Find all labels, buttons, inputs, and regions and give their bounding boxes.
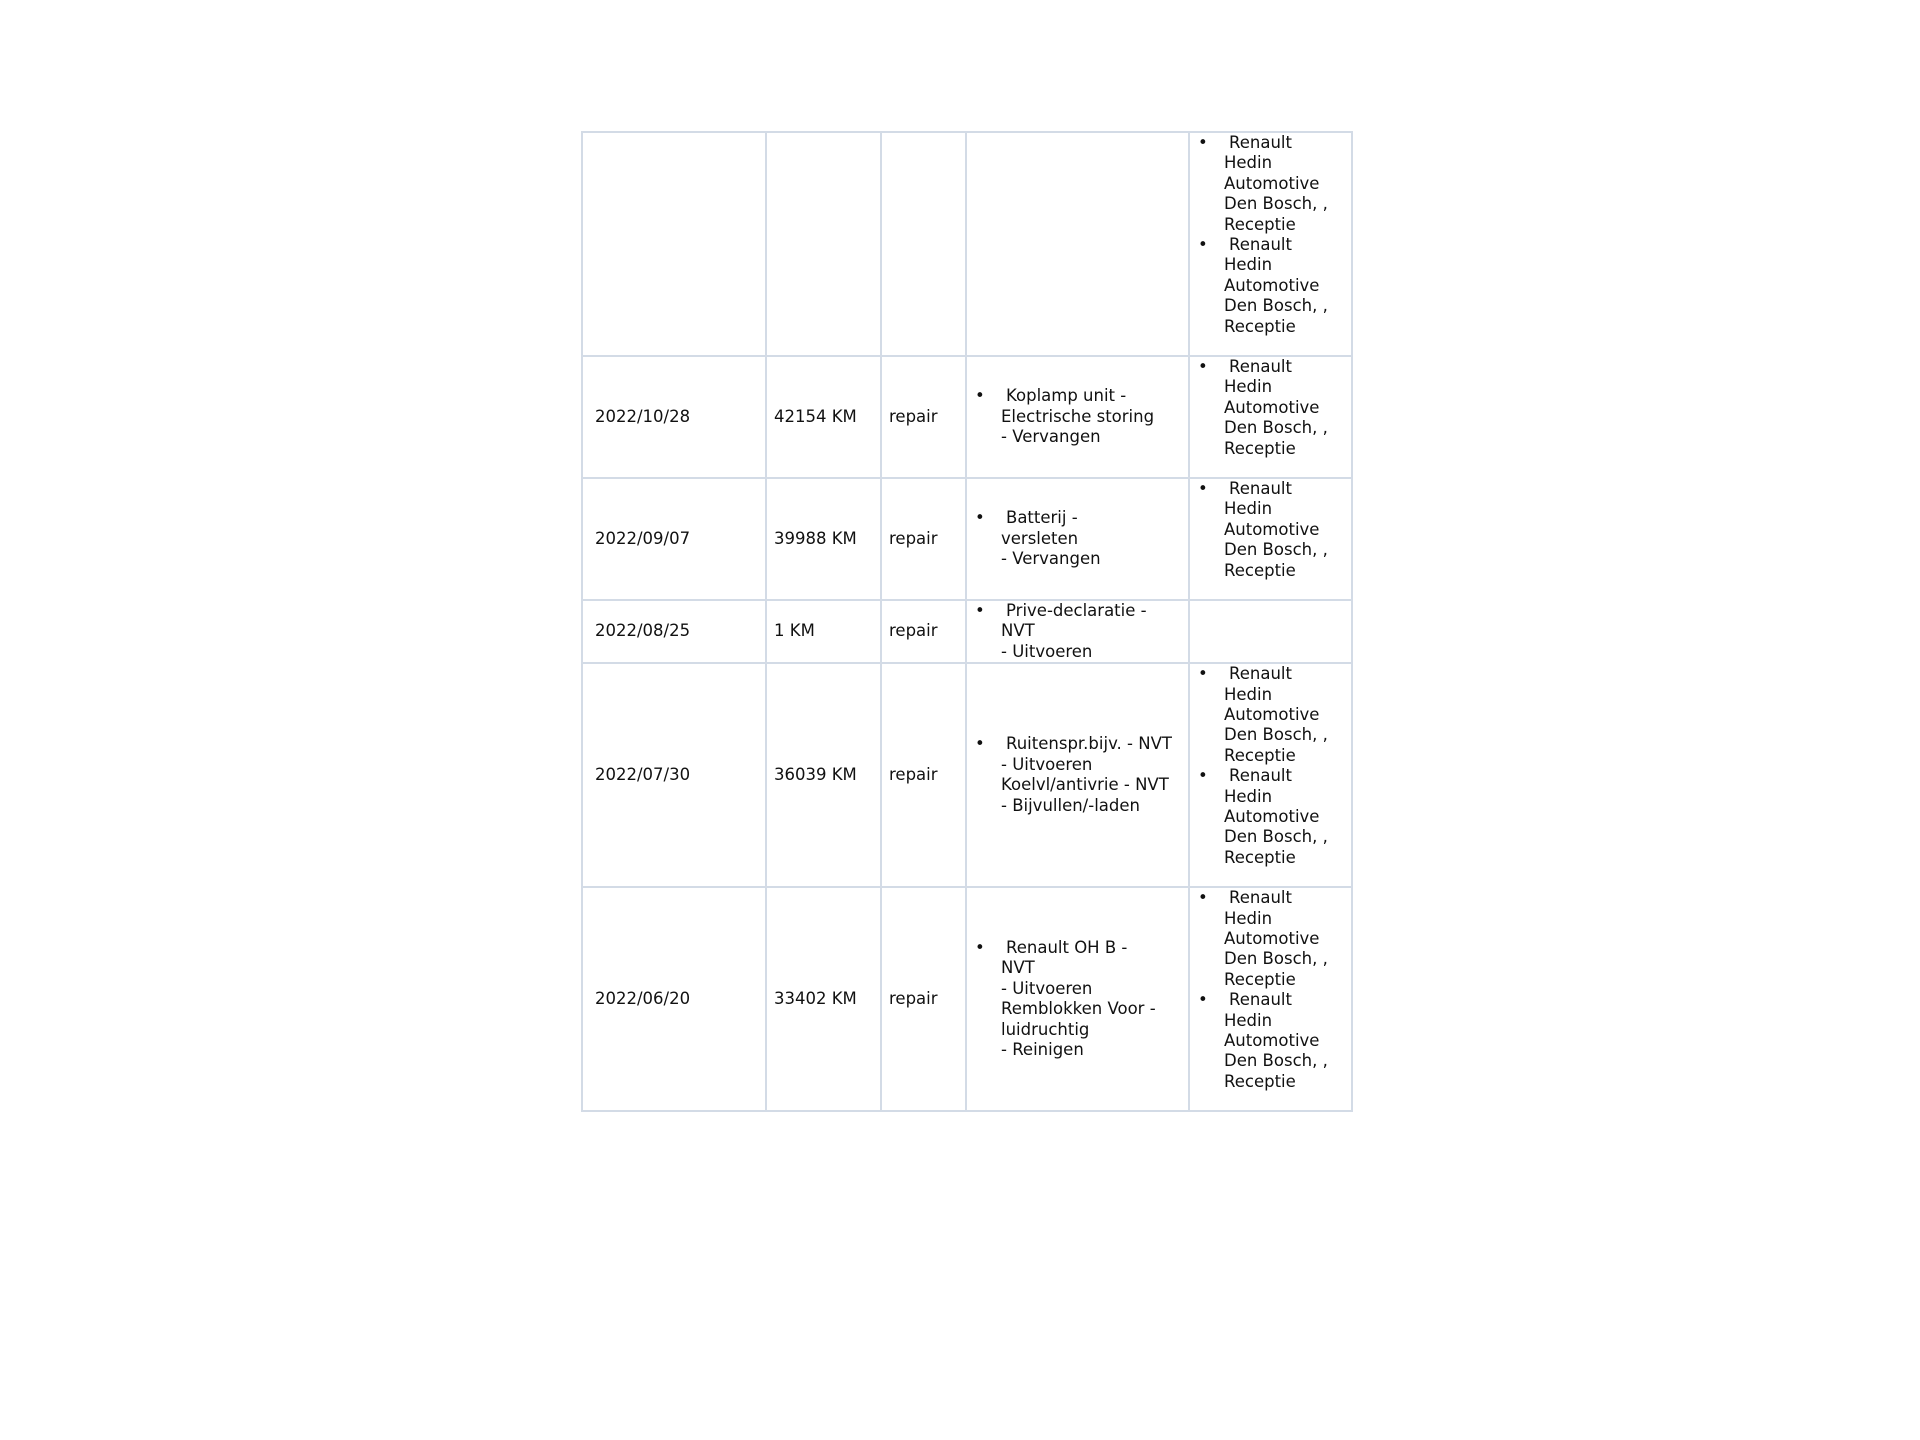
work-item-details: NVT - Uitvoeren [1001, 621, 1093, 661]
bullet-icon: • [975, 386, 985, 406]
dealer-cell [1189, 663, 1352, 887]
service-type-cell: repair [881, 356, 966, 478]
dealer-item [1190, 479, 1351, 581]
table-row [582, 356, 1352, 478]
dealer-list [1190, 357, 1351, 459]
work-item [967, 734, 1188, 816]
dealer-item-details: Hedin Automotive Den Bosch, , Receptie [1224, 684, 1328, 765]
dealer-cell [1189, 600, 1352, 663]
dealer-item [1190, 990, 1351, 1092]
dealer-item-first-line: Renault [1229, 664, 1292, 684]
dealer-item-first-line: Renault [1229, 766, 1292, 786]
work-list [967, 386, 1188, 447]
work-performed-cell [966, 600, 1189, 663]
bullet-icon: • [1198, 357, 1208, 376]
dealer-item-first-line: Renault [1229, 479, 1292, 498]
dealer-cell [1189, 356, 1352, 478]
dealer-cell [1189, 478, 1352, 600]
dealer-item [1190, 766, 1351, 868]
dealer-item-first-line: Renault [1229, 133, 1292, 152]
dealer-item [1190, 888, 1351, 990]
mileage-cell: 1 KM [766, 600, 881, 663]
service-type-cell: repair [881, 887, 966, 1111]
dealer-list [1190, 133, 1351, 337]
maintenance-history-body [582, 132, 1352, 1111]
dealer-item [1190, 133, 1351, 235]
work-performed-cell [966, 356, 1189, 478]
dealer-item [1190, 664, 1351, 766]
mileage-cell: 39988 KM [766, 478, 881, 600]
work-item [967, 508, 1188, 569]
service-type-cell [881, 132, 966, 356]
date-cell: 2022/09/07 [582, 478, 766, 600]
work-performed-cell [966, 663, 1189, 887]
date-cell [582, 132, 766, 356]
dealer-item [1190, 357, 1351, 459]
date-cell: 2022/10/28 [582, 356, 766, 478]
date-cell: 2022/07/30 [582, 663, 766, 887]
work-item-first-line: Koplamp unit - [1006, 386, 1127, 406]
table-row [582, 887, 1352, 1111]
service-type-cell: repair [881, 600, 966, 663]
bullet-icon: • [975, 938, 985, 957]
dealer-item-details: Hedin Automotive Den Bosch, , Receptie [1224, 377, 1328, 458]
dealer-list [1190, 888, 1351, 1092]
dealer-item-details: Hedin Automotive Den Bosch, , Receptie [1224, 255, 1328, 336]
work-item-first-line: Ruitenspr.bijv. - NVT [1006, 734, 1172, 754]
dealer-item-details: Hedin Automotive Den Bosch, , Receptie [1224, 499, 1328, 580]
bullet-icon: • [975, 734, 985, 754]
dealer-item-details: Hedin Automotive Den Bosch, , Receptie [1224, 1010, 1328, 1091]
bullet-icon: • [1198, 888, 1208, 908]
work-performed-cell [966, 478, 1189, 600]
dealer-item-details: Hedin Automotive Den Bosch, , Receptie [1224, 153, 1328, 234]
dealer-list [1190, 664, 1351, 868]
bullet-icon: • [1198, 235, 1208, 255]
work-list [967, 508, 1188, 569]
work-performed-cell [966, 132, 1189, 356]
work-item [967, 938, 1188, 1060]
date-cell: 2022/06/20 [582, 887, 766, 1111]
work-list [967, 601, 1188, 662]
dealer-cell [1189, 132, 1352, 356]
bullet-icon: • [1198, 479, 1208, 498]
mileage-cell [766, 132, 881, 356]
work-item-first-line: Renault OH B - [1006, 938, 1128, 957]
service-type-cell: repair [881, 478, 966, 600]
dealer-item-first-line: Renault [1229, 888, 1292, 908]
dealer-item [1190, 235, 1351, 337]
dealer-item-details: Hedin Automotive Den Bosch, , Receptie [1224, 786, 1328, 867]
work-item-details: Electrische storing - Vervangen [1001, 406, 1155, 447]
work-item-first-line: Batterij - [1006, 508, 1078, 528]
work-item-first-line: Prive-declaratie - [1006, 601, 1147, 620]
bullet-icon: • [1198, 664, 1208, 684]
maintenance-history-table [581, 131, 1353, 1112]
work-list [967, 938, 1188, 1060]
bullet-icon: • [1198, 766, 1208, 786]
dealer-list [1190, 479, 1351, 581]
mileage-cell: 33402 KM [766, 887, 881, 1111]
mileage-cell: 42154 KM [766, 356, 881, 478]
work-item [967, 386, 1188, 447]
bullet-icon: • [1198, 133, 1208, 152]
work-item [967, 601, 1188, 662]
bullet-icon: • [1198, 990, 1208, 1010]
work-item-details: versleten - Vervangen [1001, 528, 1101, 569]
work-item-details: - Uitvoeren Koelvl/antivrie - NVT - Bijvullen/-laden [1001, 754, 1169, 815]
work-performed-cell [966, 887, 1189, 1111]
table-row [582, 663, 1352, 887]
mileage-cell: 36039 KM [766, 663, 881, 887]
dealer-item-details: Hedin Automotive Den Bosch, , Receptie [1224, 908, 1328, 989]
dealer-item-first-line: Renault [1229, 235, 1292, 255]
date-cell: 2022/08/25 [582, 600, 766, 663]
table-row [582, 478, 1352, 600]
table-row [582, 600, 1352, 663]
dealer-item-first-line: Renault [1229, 357, 1292, 376]
dealer-cell [1189, 887, 1352, 1111]
work-list [967, 734, 1188, 816]
dealer-item-first-line: Renault [1229, 990, 1292, 1010]
bullet-icon: • [975, 601, 985, 620]
service-type-cell: repair [881, 663, 966, 887]
bullet-icon: • [975, 508, 985, 528]
work-item-details: NVT - Uitvoeren Remblokken Voor - luidruchtig - Reinigen [1001, 958, 1156, 1060]
table-row [582, 132, 1352, 356]
